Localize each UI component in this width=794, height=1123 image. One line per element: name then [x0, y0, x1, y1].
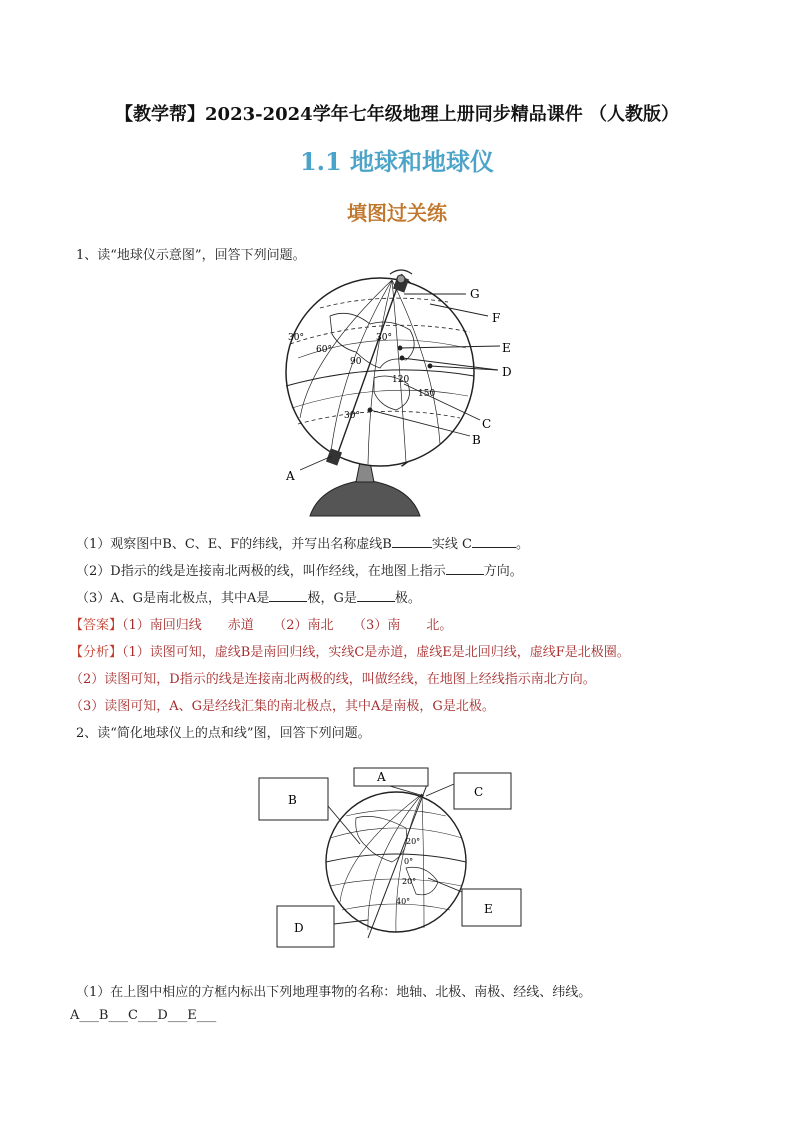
fig1-label-e: E [502, 341, 511, 355]
fig2-num-4: 40° [396, 897, 411, 906]
q1-sub1: （1）观察图中B、C、E、F的纬线，并写出名称虚线B 实线 C 。 [76, 537, 529, 552]
q2-sub1: （1）在上图中相应的方框内标出下列地理事物的名称：地轴、北极、南极、经线、纬线。 [76, 985, 592, 1000]
q1-answer: 【答案】（1）南回归线 赤道 （2）南北 （3）南 北。 [70, 618, 453, 633]
fig1-num-1: 30° [376, 333, 392, 343]
fig2-num-1: 20° [406, 837, 421, 846]
q1-sub3: （3）A、G是南北极点，其中A是 极，G是 极。 [76, 591, 421, 606]
q1-analysis-1: 【分析】（1）读图可知，虚线B是南回归线，实线C是赤道，虚线E是北回归线，虚线F是北极圈。 [70, 645, 630, 660]
box-a[interactable] [354, 768, 428, 786]
box-e-label: E [484, 902, 493, 916]
fig1-label-f: F [492, 311, 501, 325]
fig1-label-a: A [286, 469, 295, 483]
fig1-label-g: G [470, 287, 480, 301]
fig2-num-3: 20° [402, 877, 417, 886]
globe-figure [270, 268, 530, 523]
fig1-label-c: C [482, 417, 492, 431]
section-title: 填图过关练 [347, 201, 447, 225]
q2-fill-line[interactable]: A___B___C___D___E___ [70, 1008, 217, 1023]
fig1-num-6: 150 [418, 389, 436, 399]
globe-stand-base [310, 480, 420, 516]
box-a-label: A [377, 770, 386, 784]
q1-analysis-3: （3）读图可知，A、G是经线汇集的南北极点，其中A是南极，G是北极。 [70, 699, 495, 714]
fig1-num-2: 60° [316, 345, 332, 355]
fig2-num-2: 0° [404, 857, 414, 866]
fig1-num-4: 90 [350, 357, 362, 367]
q2-prompt: 2、读“简化地球仪上的点和线”图，回答下列问题。 [76, 726, 371, 741]
fig1-label-d: D [502, 365, 512, 379]
q1-sub2: （2）D指示的线是连接南北两极的线，叫作经线，在地图上指示 方向。 [76, 564, 523, 579]
box-c-label: C [474, 785, 484, 799]
fig1-num-7: 30° [344, 411, 360, 421]
q1-analysis-2: （2）读图可知，D指示的线是连接南北两极的线，叫做经线，在地图上经线指示南北方向。 [70, 672, 596, 687]
box-b-label: B [288, 793, 297, 807]
q1-prompt: 1、读“地球仪示意图”，回答下列问题。 [76, 248, 306, 263]
box-d-label: D [294, 921, 304, 935]
fig1-label-b: B [472, 433, 481, 447]
document-header: 【教学帮】2023-2024学年七年级地理上册同步精品课件 （人教版） [115, 104, 679, 125]
box-d[interactable] [277, 906, 334, 947]
simple-globe-figure [256, 762, 526, 952]
fig1-num-3: 30° [288, 333, 304, 343]
lesson-title: 1.1 地球和地球仪 [299, 147, 495, 176]
fig1-num-5: 120 [392, 375, 410, 385]
